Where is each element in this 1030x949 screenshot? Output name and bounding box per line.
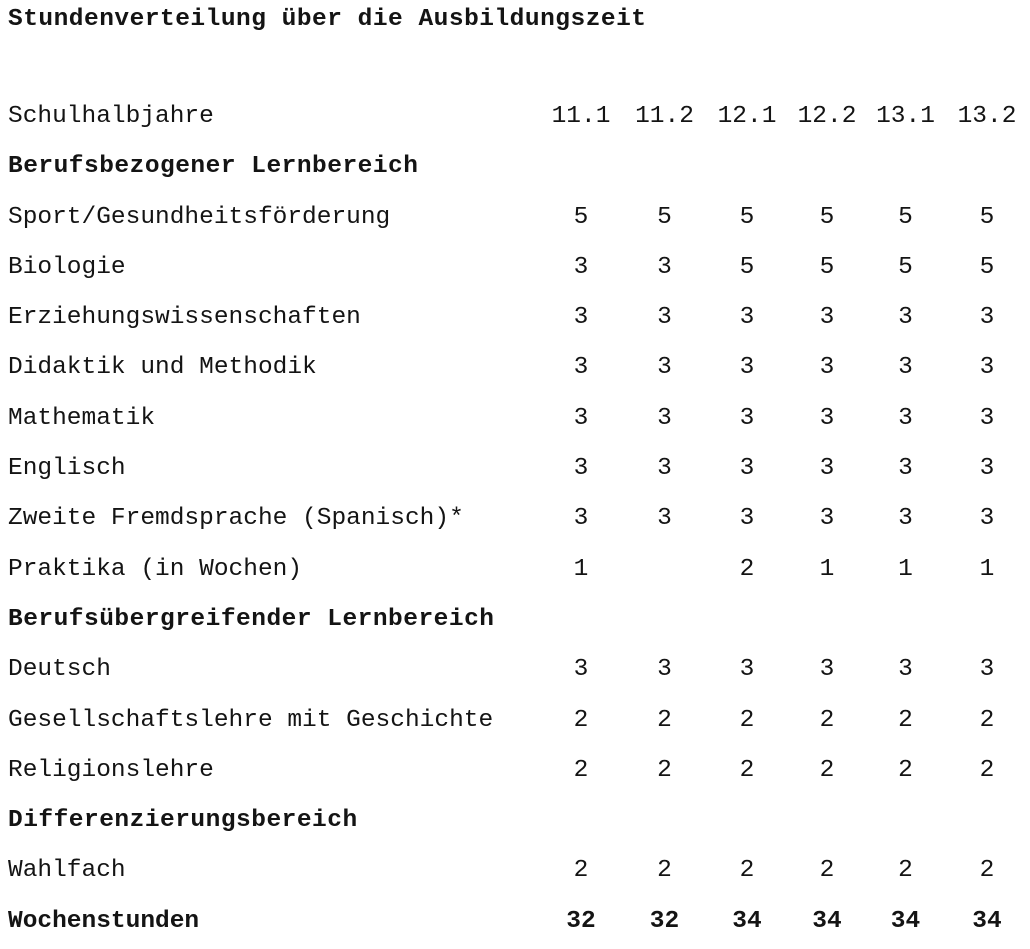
subject-row [0,746,1030,796]
hours-cell: 3 [819,656,835,684]
hours-cell: 3 [819,455,835,483]
hours-cell: 2 [819,756,835,784]
subject-row [0,193,1030,243]
subject-label: Deutsch [8,656,111,684]
hours-cell: 2 [573,756,589,784]
hours-cell: 3 [739,455,755,483]
subject-label: Biologie [8,253,126,281]
header-label: Schulhalbjahre [8,103,214,130]
hours-cell: 5 [819,203,835,231]
hours-cell: 3 [819,404,835,432]
subject-label: Zweite Fremdsprache (Spanisch)* [8,505,464,533]
hours-cell: 3 [657,505,672,533]
section-label: Berufsbezogener Lernbereich [8,153,419,181]
hours-cell: 5 [979,203,995,231]
subject-row [0,696,1030,746]
title-spacer [0,40,1030,92]
hours-cell: 2 [739,857,755,885]
hours-cell: 2 [739,756,755,784]
hours-cell: 1 [898,555,913,583]
subject-row [0,846,1030,896]
hours-cell: 3 [898,656,913,684]
total-label: Wochenstunden [8,907,200,935]
hours-cell: 3 [739,354,755,382]
hours-cell: 3 [898,354,913,382]
hours-cell: 3 [979,304,995,332]
hours-cell: 2 [573,857,589,885]
subject-label: Englisch [8,455,126,483]
hours-cell: 3 [819,505,835,533]
hours-cell: 3 [573,253,589,281]
total-hours-cell: 34 [732,907,762,935]
hours-cell: 2 [657,857,672,885]
subject-label: Gesellschaftslehre mit Geschichte [8,706,494,734]
hours-cell: 2 [979,706,995,734]
hours-cell: 2 [898,706,913,734]
hours-cell: 3 [979,505,995,533]
hours-cell: 3 [979,656,995,684]
hours-cell: 3 [657,455,672,483]
hours-cell: 2 [819,857,835,885]
section-header-row [0,142,1030,192]
subject-row [0,394,1030,444]
total-hours-cell: 34 [890,907,921,935]
total-hours-cell: 34 [972,907,1002,935]
section-header-row [0,796,1030,846]
hours-cell: 2 [819,706,835,734]
subject-label: Religionslehre [8,756,214,784]
hours-cell: 3 [819,304,835,332]
hours-cell: 3 [898,455,913,483]
table-body [0,142,1030,947]
column-header-12-2: 12.2 [797,103,857,130]
subject-label: Erziehungswissenschaften [8,304,361,332]
hours-cell: 2 [657,706,672,734]
column-header-13-1: 13.1 [876,103,935,130]
hours-cell: 3 [657,304,672,332]
subject-row [0,293,1030,343]
hours-cell [622,545,707,595]
hours-cell: 5 [898,253,913,281]
page-title: Stundenverteilung über die Ausbildungszeit [8,6,647,33]
hours-cell: 3 [573,505,589,533]
hours-cell: 5 [573,203,589,231]
hours-cell: 3 [979,404,995,432]
section-header-row [0,595,1030,645]
hours-cell: 3 [573,354,589,382]
hours-cell: 5 [739,253,755,281]
section-label: Differenzierungsbereich [8,807,358,835]
hours-cell: 2 [898,756,913,784]
hours-cell: 2 [979,857,995,885]
hours-cell: 5 [819,253,835,281]
subject-row [0,494,1030,544]
hours-cell: 3 [898,505,913,533]
hours-cell: 5 [898,203,913,231]
hours-cell: 3 [898,404,913,432]
hours-cell: 3 [739,505,755,533]
hours-cell: 3 [979,455,995,483]
hours-cell: 2 [898,857,913,885]
hours-cell: 3 [573,404,589,432]
hours-cell: 2 [979,756,995,784]
hours-cell: 2 [657,756,672,784]
hours-cell: 3 [979,354,995,382]
hours-cell: 3 [898,304,913,332]
hours-cell: 3 [573,304,589,332]
subject-label: Mathematik [8,404,156,432]
hours-cell: 5 [657,203,672,231]
column-header-13-2: 13.2 [957,103,1017,130]
column-header-11-2: 11.2 [635,103,694,130]
hours-cell: 3 [739,656,755,684]
total-row [0,897,1030,947]
hours-cell: 3 [573,656,589,684]
subject-row [0,444,1030,494]
subject-label: Didaktik und Methodik [8,354,317,382]
hours-cell: 2 [573,706,589,734]
subject-row [0,545,1030,595]
hours-cell: 3 [739,404,755,432]
hours-cell: 3 [657,404,672,432]
column-header-12-1: 12.1 [717,103,777,130]
subject-label: Sport/Gesundheitsförderung [8,203,391,231]
subject-label: Wahlfach [8,857,126,885]
total-hours-cell: 34 [812,907,842,935]
hours-cell: 1 [819,555,835,583]
hours-cell: 1 [573,555,589,583]
hours-cell: 2 [739,706,755,734]
hours-cell: 5 [979,253,995,281]
hours-cell: 2 [739,555,755,583]
subject-row [0,645,1030,695]
total-hours-cell: 32 [649,907,680,935]
section-label: Berufsübergreifender Lernbereich [8,605,495,633]
hours-cell: 1 [979,555,995,583]
hours-cell: 3 [657,656,672,684]
total-hours-cell: 32 [566,907,596,935]
hours-cell: 3 [739,304,755,332]
hours-cell: 3 [657,354,672,382]
subject-label: Praktika (in Wochen) [8,555,303,583]
hours-cell: 3 [573,455,589,483]
subject-row [0,343,1030,393]
hours-cell: 3 [657,253,672,281]
table-header-row [0,92,1030,142]
hours-cell: 3 [819,354,835,382]
subject-row [0,243,1030,293]
column-header-11-1: 11.1 [551,103,611,130]
hours-cell: 5 [739,203,755,231]
